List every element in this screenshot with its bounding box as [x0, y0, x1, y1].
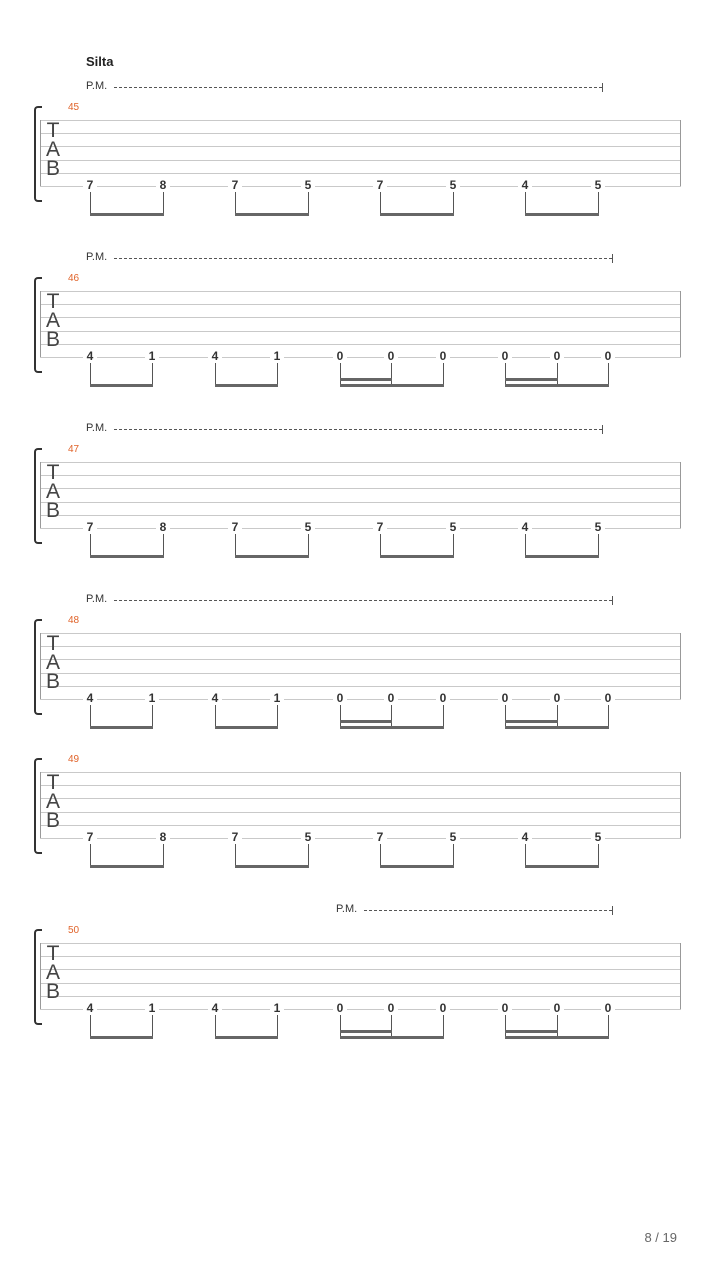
barline: [40, 120, 41, 186]
fret-number: 0: [436, 692, 450, 705]
staff-line: [40, 838, 681, 839]
barline: [680, 943, 681, 1009]
palm-mute-label: P.M.: [336, 903, 358, 915]
staff-line: [40, 173, 681, 174]
note-beam: [90, 865, 164, 868]
tab-clef-letter: B: [45, 980, 60, 1003]
note-beam: [505, 1036, 609, 1039]
staff-line: [40, 357, 681, 358]
palm-mute-line: [114, 429, 602, 430]
staff-line: [40, 1009, 681, 1010]
fret-number: 7: [228, 831, 242, 844]
fret-number: 0: [601, 1002, 615, 1015]
fret-number: 7: [228, 521, 242, 534]
staff-line: [40, 772, 681, 773]
fret-number: 7: [373, 831, 387, 844]
staff-line: [40, 673, 681, 674]
fret-number: 8: [156, 521, 170, 534]
staff-line: [40, 133, 681, 134]
measure-number: 49: [68, 754, 80, 765]
measure-number: 48: [68, 615, 80, 626]
fret-number: 0: [384, 692, 398, 705]
palm-mute-label: P.M.: [86, 80, 108, 92]
note-beam: [215, 384, 278, 387]
fret-number: 7: [83, 831, 97, 844]
palm-mute-end: [612, 254, 613, 263]
fret-number: 4: [83, 692, 97, 705]
palm-mute-label: P.M.: [86, 251, 108, 263]
staff-line: [40, 699, 681, 700]
tab-clef-letter: B: [45, 328, 60, 351]
fret-number: 5: [591, 179, 605, 192]
barline: [680, 633, 681, 699]
measure-number: 50: [68, 925, 80, 936]
staff-line: [40, 646, 681, 647]
palm-mute-end: [612, 596, 613, 605]
fret-number: 1: [270, 1002, 284, 1015]
note-beam: [90, 384, 153, 387]
fret-number: 0: [550, 350, 564, 363]
note-beam: [505, 1030, 558, 1033]
palm-mute-line: [114, 258, 612, 259]
fret-number: 0: [436, 1002, 450, 1015]
fret-number: 7: [83, 179, 97, 192]
note-beam: [505, 384, 609, 387]
note-beam: [340, 720, 392, 723]
staff-line: [40, 462, 681, 463]
note-beam: [340, 384, 444, 387]
tab-system: [0, 752, 720, 882]
tab-clef: [44, 292, 62, 349]
fret-number: 0: [550, 1002, 564, 1015]
tab-clef: [44, 121, 62, 178]
staff-line: [40, 304, 681, 305]
measure-number: 47: [68, 444, 80, 455]
fret-number: 7: [228, 179, 242, 192]
staff-line: [40, 633, 681, 634]
note-beam: [340, 726, 444, 729]
staff-line: [40, 488, 681, 489]
palm-mute-label: P.M.: [86, 422, 108, 434]
staff-line: [40, 146, 681, 147]
fret-number: 1: [270, 692, 284, 705]
fret-number: 4: [518, 179, 532, 192]
tab-clef-letter: A: [45, 309, 60, 332]
tab-clef-letter: T: [46, 290, 60, 313]
note-beam: [380, 555, 454, 558]
fret-number: 0: [498, 350, 512, 363]
note-beam: [380, 865, 454, 868]
fret-number: 0: [498, 692, 512, 705]
note-beam: [90, 213, 164, 216]
tab-clef-letter: A: [45, 138, 60, 161]
fret-number: 1: [145, 350, 159, 363]
tab-clef-letter: B: [45, 809, 60, 832]
fret-number: 5: [446, 521, 460, 534]
fret-number: 4: [518, 521, 532, 534]
section-title: Silta: [86, 54, 114, 69]
staff-line: [40, 996, 681, 997]
tab-clef-letter: T: [46, 461, 60, 484]
fret-number: 0: [384, 1002, 398, 1015]
staff-line: [40, 317, 681, 318]
barline: [40, 291, 41, 357]
note-beam: [380, 213, 454, 216]
barline: [40, 772, 41, 838]
note-beam: [90, 726, 153, 729]
barline: [40, 943, 41, 1009]
staff-line: [40, 291, 681, 292]
page-indicator: 8 / 19: [644, 1230, 677, 1245]
tab-clef-letter: T: [46, 632, 60, 655]
note-beam: [340, 1030, 392, 1033]
fret-number: 4: [208, 692, 222, 705]
staff-line: [40, 969, 681, 970]
note-beam: [215, 1036, 278, 1039]
fret-number: 1: [145, 692, 159, 705]
tab-clef: [44, 634, 62, 691]
note-beam: [525, 213, 599, 216]
fret-number: 4: [518, 831, 532, 844]
fret-number: 5: [301, 521, 315, 534]
fret-number: 4: [208, 350, 222, 363]
tab-system: [0, 70, 720, 200]
tab-system: [0, 893, 720, 1023]
staff-line: [40, 331, 681, 332]
note-beam: [215, 726, 278, 729]
staff-line: [40, 502, 681, 503]
fret-number: 0: [436, 350, 450, 363]
barline: [40, 462, 41, 528]
staff-line: [40, 120, 681, 121]
tab-clef-letter: A: [45, 480, 60, 503]
staff-line: [40, 943, 681, 944]
staff-line: [40, 528, 681, 529]
staff-line: [40, 344, 681, 345]
fret-number: 7: [373, 521, 387, 534]
fret-number: 0: [550, 692, 564, 705]
staff-line: [40, 686, 681, 687]
fret-number: 4: [208, 1002, 222, 1015]
staff-line: [40, 825, 681, 826]
fret-number: 5: [591, 831, 605, 844]
staff-line: [40, 515, 681, 516]
note-beam: [340, 1036, 444, 1039]
palm-mute-label: P.M.: [86, 593, 108, 605]
tab-clef: [44, 463, 62, 520]
fret-number: 7: [83, 521, 97, 534]
palm-mute-line: [364, 910, 612, 911]
tab-clef-letter: B: [45, 670, 60, 693]
fret-number: 1: [270, 350, 284, 363]
tab-clef-letter: B: [45, 499, 60, 522]
note-beam: [90, 1036, 153, 1039]
tab-clef: [44, 773, 62, 830]
fret-number: 4: [83, 350, 97, 363]
tab-clef-letter: T: [46, 942, 60, 965]
fret-number: 5: [446, 179, 460, 192]
tab-clef-letter: B: [45, 157, 60, 180]
fret-number: 0: [498, 1002, 512, 1015]
fret-number: 0: [333, 1002, 347, 1015]
note-beam: [90, 555, 164, 558]
palm-mute-end: [602, 425, 603, 434]
staff-line: [40, 160, 681, 161]
tab-clef: [44, 944, 62, 1001]
staff-line: [40, 812, 681, 813]
fret-number: 1: [145, 1002, 159, 1015]
note-beam: [235, 865, 309, 868]
fret-number: 0: [601, 350, 615, 363]
barline: [680, 462, 681, 528]
note-beam: [340, 378, 392, 381]
fret-number: 5: [301, 831, 315, 844]
staff-line: [40, 956, 681, 957]
palm-mute-line: [114, 600, 612, 601]
tab-clef-letter: A: [45, 790, 60, 813]
note-beam: [505, 726, 609, 729]
staff-line: [40, 475, 681, 476]
barline: [680, 120, 681, 186]
note-beam: [505, 720, 558, 723]
note-beam: [505, 378, 558, 381]
fret-number: 0: [384, 350, 398, 363]
barline: [40, 633, 41, 699]
measure-number: 45: [68, 102, 80, 113]
palm-mute-end: [602, 83, 603, 92]
fret-number: 5: [591, 521, 605, 534]
fret-number: 4: [83, 1002, 97, 1015]
tab-clef-letter: A: [45, 651, 60, 674]
fret-number: 0: [601, 692, 615, 705]
staff-line: [40, 798, 681, 799]
tab-clef-letter: A: [45, 961, 60, 984]
fret-number: 7: [373, 179, 387, 192]
note-beam: [525, 555, 599, 558]
palm-mute-end: [612, 906, 613, 915]
fret-number: 5: [446, 831, 460, 844]
tab-system: [0, 412, 720, 542]
barline: [680, 291, 681, 357]
fret-number: 0: [333, 692, 347, 705]
tab-clef-letter: T: [46, 119, 60, 142]
fret-number: 5: [301, 179, 315, 192]
fret-number: 0: [333, 350, 347, 363]
staff-line: [40, 659, 681, 660]
staff-line: [40, 785, 681, 786]
barline: [680, 772, 681, 838]
tab-clef-letter: T: [46, 771, 60, 794]
note-beam: [525, 865, 599, 868]
staff-line: [40, 983, 681, 984]
tab-system: [0, 241, 720, 371]
note-beam: [235, 555, 309, 558]
palm-mute-line: [114, 87, 602, 88]
fret-number: 8: [156, 179, 170, 192]
fret-number: 8: [156, 831, 170, 844]
measure-number: 46: [68, 273, 80, 284]
tab-system: [0, 583, 720, 713]
note-beam: [235, 213, 309, 216]
staff-line: [40, 186, 681, 187]
